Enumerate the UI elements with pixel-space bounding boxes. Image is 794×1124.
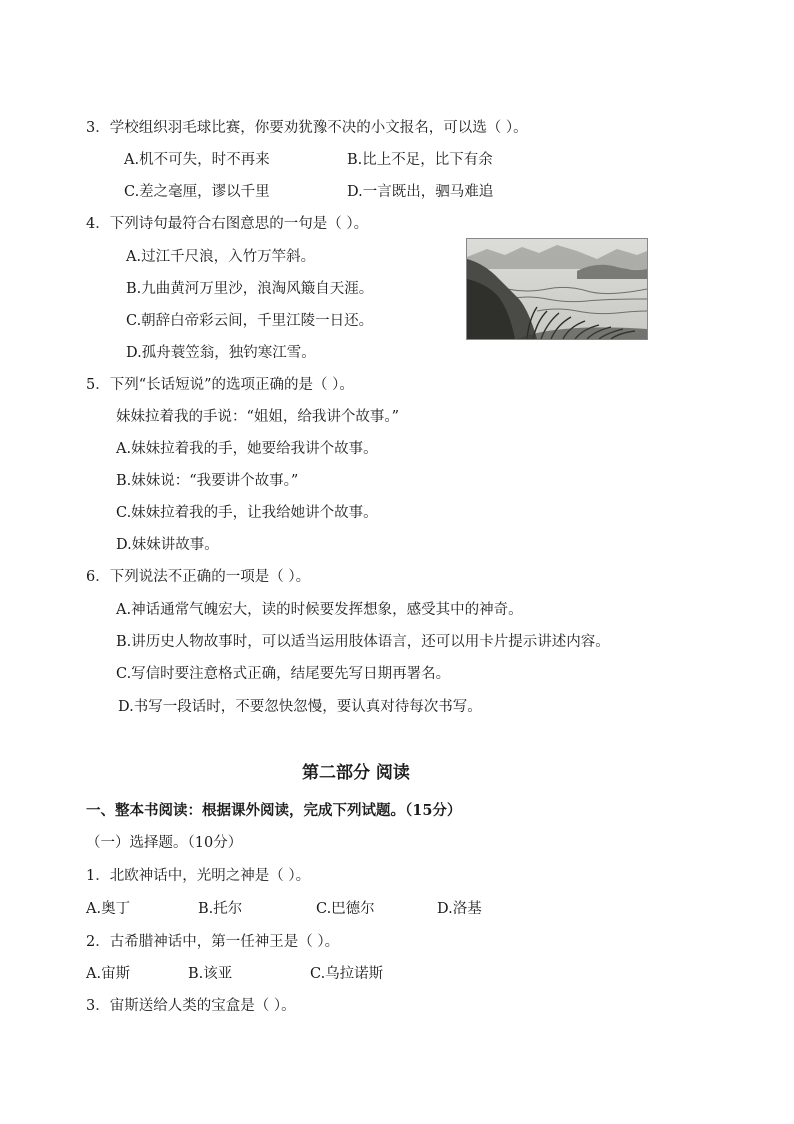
q5-sentence: 妹妹拉着我的手说：“姐姐，给我讲个故事。” xyxy=(116,409,400,425)
p2-q1-option-a: A.奥丁 xyxy=(86,901,131,917)
q4-option-c: C.朝辞白帝彩云间，千里江陵一日还。 xyxy=(126,313,374,329)
q3-option-d: D.一言既出，驷马难追 xyxy=(347,184,494,200)
p2-q2-option-b: B.该亚 xyxy=(188,966,233,982)
q4-option-d: D.孤舟蓑笠翁，独钓寒江雪。 xyxy=(126,345,316,361)
p2-q2-stem: 2．古希腊神话中，第一任神王是（ ）。 xyxy=(86,934,340,950)
subsection1-heading: （一）选择题。（10分） xyxy=(86,835,243,851)
p2-q2-option-a: A.宙斯 xyxy=(86,966,131,982)
q6-option-d: D.书写一段话时，不要忽快忽慢，要认真对待每次书写。 xyxy=(118,699,482,715)
q4-option-a: A.过江千尺浪，入竹万竿斜。 xyxy=(126,249,316,265)
q5-option-b: B.妹妹说：“我要讲个故事。” xyxy=(116,473,299,489)
landscape-painting-image xyxy=(466,238,648,340)
part2-title: 第二部分 阅读 xyxy=(302,763,410,783)
q3-option-a: A.机不可失，时不再来 xyxy=(124,152,270,168)
q5-option-d: D.妹妹讲故事。 xyxy=(116,537,219,553)
q6-option-c: C.写信时要注意格式正确，结尾要先写日期再署名。 xyxy=(116,666,451,682)
p2-q1-stem: 1．北欧神话中，光明之神是（ ）。 xyxy=(86,868,311,884)
q5-option-c: C.妹妹拉着我的手，让我给她讲个故事。 xyxy=(116,505,378,521)
p2-q1-option-b: B.托尔 xyxy=(198,901,243,917)
q5-stem: 5．下列“长话短说”的选项正确的是（ ）。 xyxy=(86,377,354,393)
q3-option-b: B.比上不足，比下有余 xyxy=(347,152,493,168)
q4-option-b: B.九曲黄河万里沙，浪淘风簸自天涯。 xyxy=(126,281,374,297)
q6-stem: 6．下列说法不正确的一项是（ ）。 xyxy=(86,569,311,585)
p2-q1-option-d: D.洛基 xyxy=(437,901,482,917)
section1-heading: 一、整本书阅读：根据课外阅读，完成下列试题。（15分） xyxy=(86,802,462,819)
q6-option-a: A.神话通常气魄宏大，读的时候要发挥想象，感受其中的神奇。 xyxy=(116,602,523,618)
q4-stem: 4．下列诗句最符合右图意思的一句是（ ）。 xyxy=(86,216,369,232)
p2-q1-option-c: C.巴德尔 xyxy=(316,901,375,917)
q3-option-c: C.差之毫厘，谬以千里 xyxy=(124,184,270,200)
p2-q3-stem: 3．宙斯送给人类的宝盒是（ ）。 xyxy=(86,998,296,1014)
q6-option-b: B.讲历史人物故事时，可以适当运用肢体语言，还可以用卡片提示讲述内容。 xyxy=(116,634,610,650)
q3-stem: 3．学校组织羽毛球比赛，你要劝犹豫不决的小文报名，可以选（ ）。 xyxy=(86,120,528,136)
q5-option-a: A.妹妹拉着我的手，她要给我讲个故事。 xyxy=(116,441,378,457)
p2-q2-option-c: C.乌拉诺斯 xyxy=(310,966,384,982)
